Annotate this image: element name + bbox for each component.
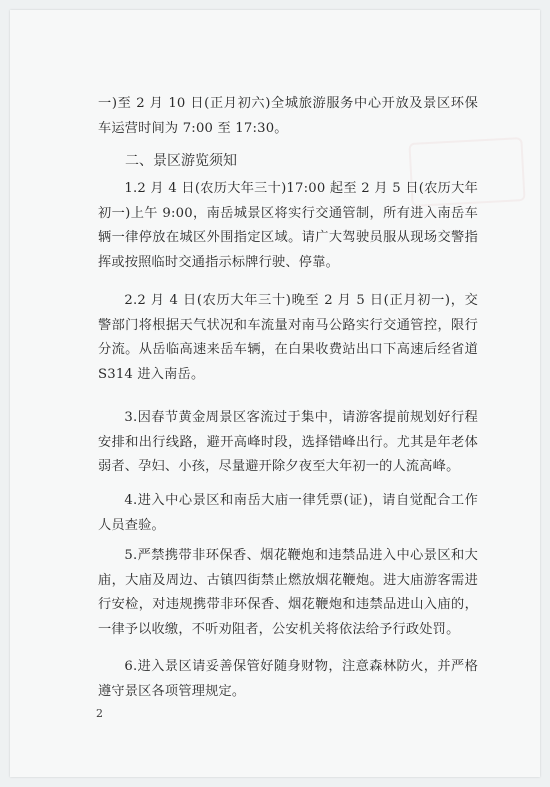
page-number: 2	[96, 707, 103, 720]
section-heading: 二、景区游览须知	[125, 153, 237, 169]
item-4-text: 4.进入中心景区和南岳大庙一律凭票(证)，请自觉配合工作人员查验。	[98, 493, 478, 533]
item-1-text: 1.2 月 4 日(农历大年三十)17:00 起至 2 月 5 日(农历大年初一)上午 9:00，南岳城景区将实行交通管制，所有进入南岳车辆一律停放在城区外围指定区域。请广大驾驶员服从现场交警指挥或按照临时交通指示标牌行驶、停靠。	[98, 181, 478, 270]
item-2-text: 2.2 月 4 日(农历大年三十)晚至 2 月 5 日(正月初一)，交警部门将根据天气状况和车流量对南马公路实行交通管控，限行分流。从岳临高速来岳车辆，在白果收费站出口下高速后经省道 S314 进入南岳。	[98, 293, 478, 382]
document-page	[10, 10, 540, 777]
item-3-text: 3.因春节黄金周景区客流过于集中，请游客提前规划好行程安排和出行线路，避开高峰时段，选择错峰出行。尤其是年老体弱者、孕妇、小孩，尽量避开除夕夜至大年初一的人流高峰。	[98, 410, 478, 474]
item-5-text: 5.严禁携带非环保香、烟花鞭炮和违禁品进入中心景区和大庙，大庙及周边、古镇四街禁止燃放烟花鞭炮。进大庙游客需进行安检，对违规携带非环保香、烟花鞭炮和违禁品进山入庙的，一律予以收缴，不听劝阻者，公安机关将依法给予行政处罚。	[98, 548, 478, 637]
item-1-paragraph	[98, 177, 478, 275]
item-3-paragraph	[98, 406, 478, 480]
item-6-text: 6.进入景区请妥善保管好随身财物，注意森林防火，并严格遵守景区各项管理规定。	[98, 659, 478, 699]
item-5-paragraph	[98, 544, 478, 642]
continuation-text: 一)至 2 月 10 日(正月初六)全城旅游服务中心开放及景区环保车运营时间为 7:00 至 17:30。	[98, 96, 478, 136]
item-4-paragraph	[98, 489, 478, 538]
item-2-paragraph	[98, 289, 478, 387]
item-6-paragraph	[98, 655, 478, 704]
continuation-paragraph	[98, 92, 478, 141]
